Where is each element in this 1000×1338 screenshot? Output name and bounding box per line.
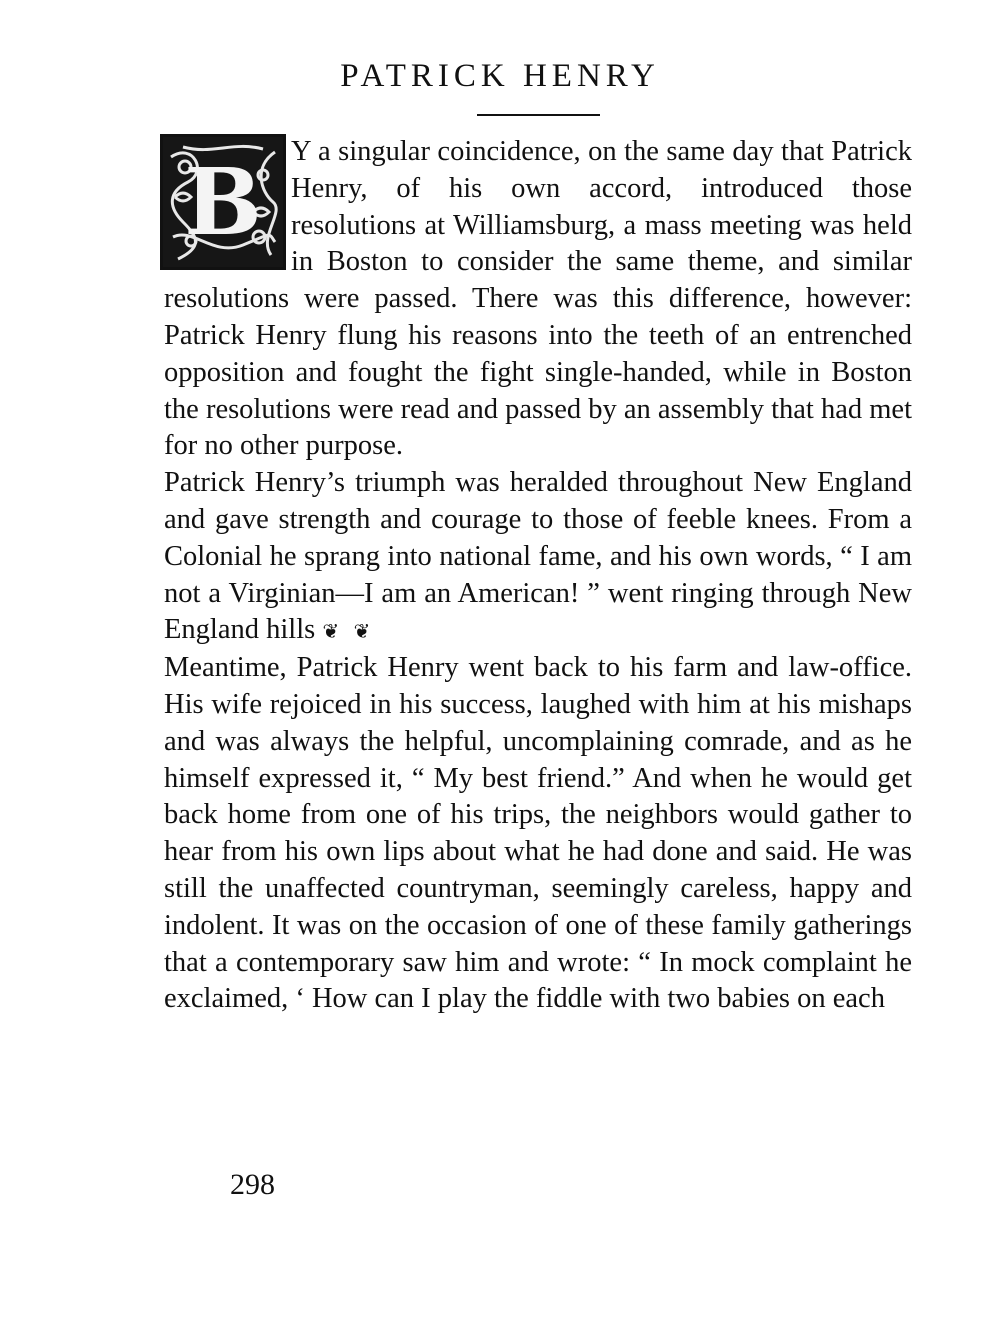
paragraph-2 xyxy=(164,465,912,650)
dropcap-letter: B xyxy=(184,148,262,256)
running-head: PATRICK HENRY xyxy=(340,58,660,94)
paragraph-1-text: Y a singular coincidence, on the same day that Patrick Henry, of his own accord, introduced those resolutions at Williamsburg, a mass meeting was held in Boston to consider the same theme, and similar resolutions were passed. There was this difference, however: Patrick Henry flung his reasons into the teeth of an entrenched opposition and fought the fight single-handed, while in Boston the resolutions were read and passed by an assembly that had met for no other purpose. xyxy=(164,136,912,462)
header-rule xyxy=(477,114,600,116)
body-text xyxy=(164,134,912,1018)
leaf-ornament-icon: ❦ ❦ xyxy=(322,619,375,644)
paragraph-2-text: Patrick Henry’s triumph was heralded throughout New England and gave strength and courage to those of feeble knees. From a Colonial he sprang into national fame, and his own words, “ I am not a Virginian—I am an American! ” went ringing through New England hills xyxy=(164,467,912,646)
paragraph-1 xyxy=(164,134,912,465)
dropcap-initial xyxy=(160,134,286,270)
paragraph-3 xyxy=(164,650,912,1018)
paragraph-3-text: Meantime, Patrick Henry went back to his farm and law-office. His wife rejoiced in his success, laughed with him at his mishaps and was always the helpful, uncomplaining comrade, and as he himself expressed it, “ My best friend.” And when he would get back home from one of his trips, the neighbors would gather to hear from his own lips about what he had done and said. He was still the unaffected countryman, seemingly careless, happy and indolent. It was on the occasion of one of these family gatherings that a contemporary saw him and wrote: “ In mock complaint he exclaimed, ‘ How can I play the fiddle with two babies on each xyxy=(164,652,912,1015)
page-number: 298 xyxy=(230,1168,275,1201)
